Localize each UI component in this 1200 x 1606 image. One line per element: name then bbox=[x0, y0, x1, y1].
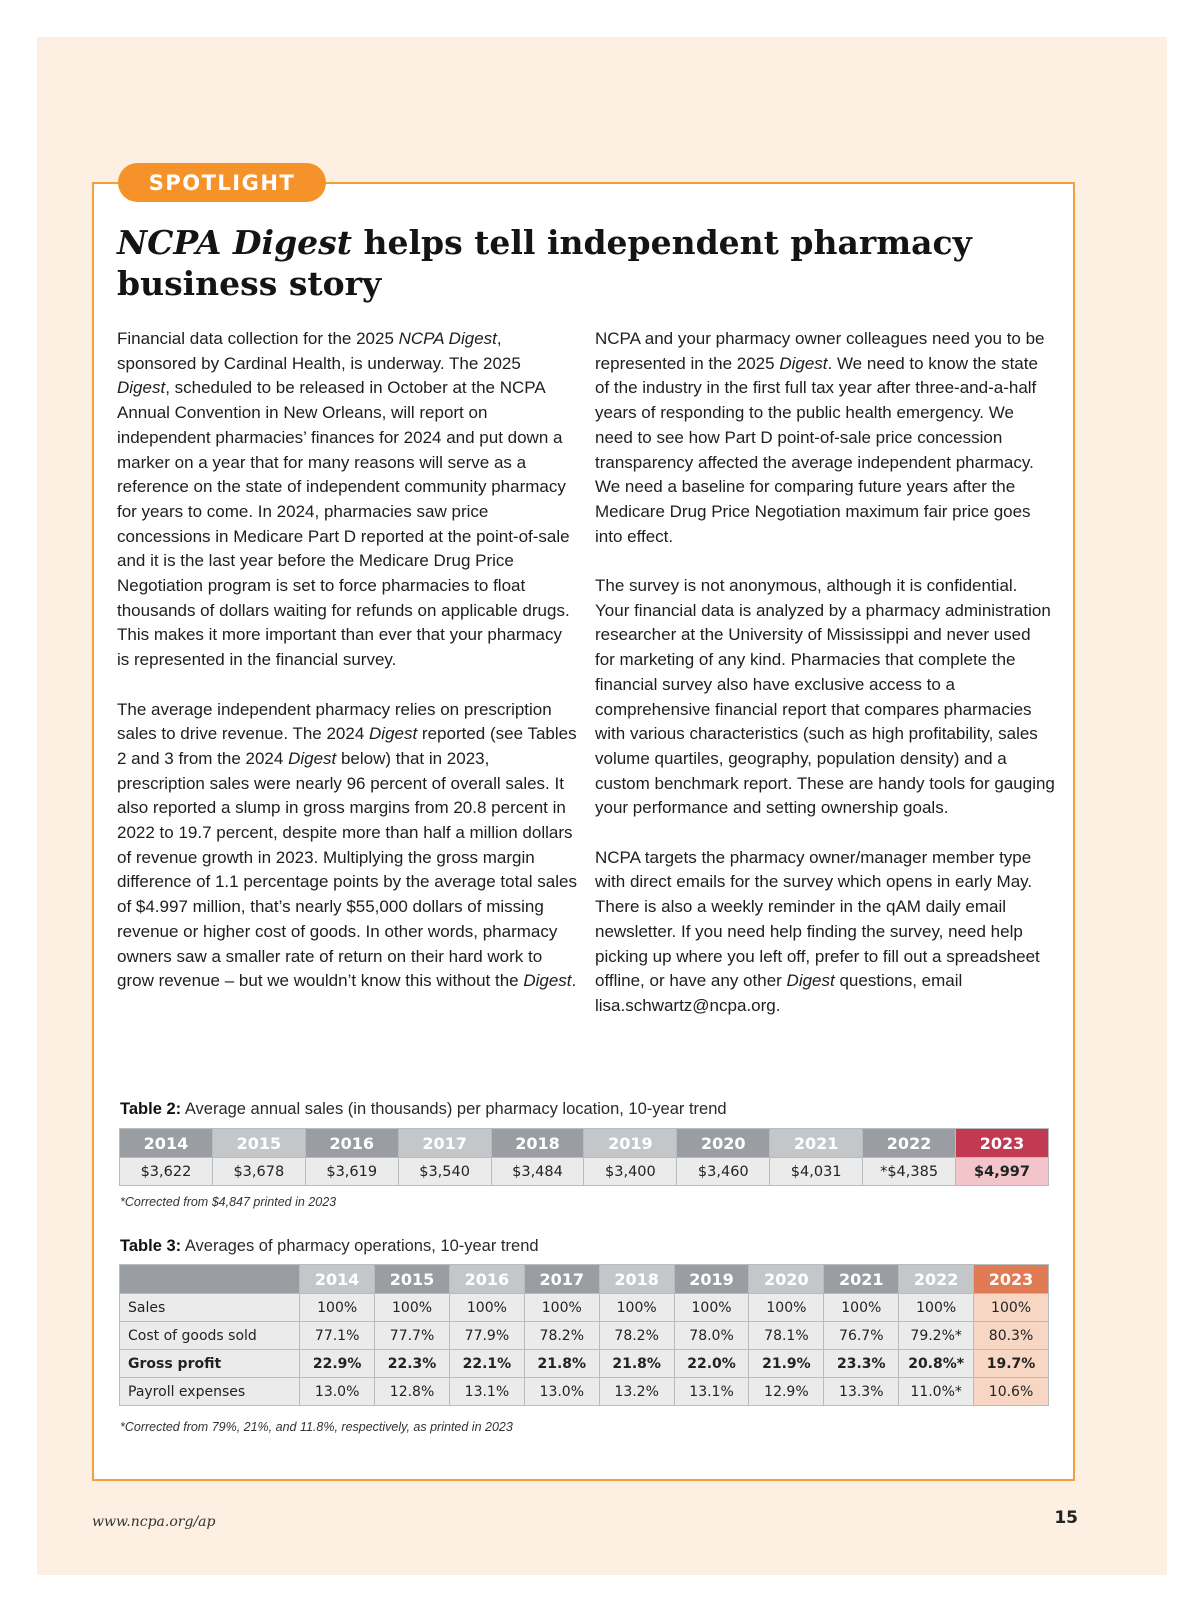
table3-cell: 20.8%* bbox=[899, 1350, 974, 1378]
table3-header-row bbox=[120, 1265, 1049, 1294]
title-publication: NCPA Digest bbox=[117, 223, 352, 262]
table3-cell: 78.0% bbox=[674, 1322, 749, 1350]
table3-year: 2017 bbox=[524, 1265, 599, 1294]
table3-cell: 77.7% bbox=[375, 1322, 450, 1350]
article-title bbox=[117, 222, 1047, 304]
table3-cell-highlight: 80.3% bbox=[974, 1322, 1049, 1350]
right-column bbox=[595, 327, 1055, 1019]
title-rest: helps tell independent pharmacy business story bbox=[117, 223, 972, 303]
table2-year: 2015 bbox=[212, 1129, 305, 1158]
left-paragraph-2: The average independent pharmacy relies on prescription sales to drive revenue. The 2024 Digest reported (see Tables 2 and 3 from the 2024 Digest below) that in 2023, prescription sales were nearly 96 percent of overall sales. It also reported a slump in gross margins from 20.8 percent in 2022 to 19.7 percent, despite more than half a million dollars of revenue growth in 2023. Multiplying the gross margin difference of 1.1 percentage points by the average total sales of $4.997 million, that’s nearly $55,000 dollars of missing revenue or higher cost of goods. In other words, pharmacy owners saw a smaller rate of return on their hard work to grow revenue – but we wouldn’t know this without the Digest. bbox=[117, 699, 577, 991]
table2-value: $4,031 bbox=[770, 1158, 863, 1186]
table3-cell: 23.3% bbox=[824, 1350, 899, 1378]
table3-year: 2018 bbox=[599, 1265, 674, 1294]
table2-year: 2014 bbox=[120, 1129, 213, 1158]
table3-cell: 22.3% bbox=[375, 1350, 450, 1378]
table2-footnote: *Corrected from $4,847 printed in 2023 bbox=[120, 1195, 337, 1209]
table3-cell: 13.3% bbox=[824, 1378, 899, 1406]
table2-value-highlight: $4,997 bbox=[956, 1158, 1049, 1186]
table3-cell: 21.8% bbox=[524, 1350, 599, 1378]
table3-cell: 13.0% bbox=[300, 1378, 375, 1406]
table3-cell: 100% bbox=[300, 1294, 375, 1322]
table2-value: $3,484 bbox=[491, 1158, 584, 1186]
table3-cell: 13.2% bbox=[599, 1378, 674, 1406]
right-paragraph-3: NCPA targets the pharmacy owner/manager member type with direct emails for the survey which opens in early May. There is also a weekly reminder in the qAM daily email newsletter. If you need help finding the survey, need help picking up where you left off, prefer to fill out a spreadsheet offline, or have any other Digest questions, email lisa.schwartz@ncpa.org. bbox=[595, 847, 1040, 1015]
table3-cell: 78.2% bbox=[524, 1322, 599, 1350]
table3-cell: 78.2% bbox=[599, 1322, 674, 1350]
table3-cell: 77.1% bbox=[300, 1322, 375, 1350]
table2-year: 2017 bbox=[398, 1129, 491, 1158]
right-paragraph-2: The survey is not anonymous, although it is confidential. Your financial data is analyzed by a pharmacy administration researcher at the University of Mississippi and never used for marketing of any kind. Pharmacies that complete the financial survey also have exclusive access to a comprehensive financial report that compares pharmacies with various characteristics (such as high profitability, sales volume quartiles, geography, population density) and a custom benchmark report. These are handy tools for gauging your performance and setting ownership goals. bbox=[595, 576, 1055, 818]
table3-cell-highlight: 100% bbox=[974, 1294, 1049, 1322]
table2-value-row bbox=[120, 1158, 1049, 1186]
table2-year: 2019 bbox=[584, 1129, 677, 1158]
right-paragraph-1: NCPA and your pharmacy owner colleagues need you to be represented in the 2025 Digest. We need to know the state of the industry in the first full tax year after three-and-a-half years of responding to the public health emergency. We need to see how Part D point-of-sale price concession transparency affected the average independent pharmacy. We need a baseline for comparing future years after the Medicare Drug Price Negotiation maximum fair price goes into effect. bbox=[595, 329, 1045, 546]
table3-row-label: Cost of goods sold bbox=[120, 1322, 300, 1350]
table2-value: $3,540 bbox=[398, 1158, 491, 1186]
table3-cell: 13.1% bbox=[449, 1378, 524, 1406]
table3-year: 2016 bbox=[449, 1265, 524, 1294]
table3-cell: 100% bbox=[824, 1294, 899, 1322]
table3-cell: 100% bbox=[749, 1294, 824, 1322]
table3-year: 2020 bbox=[749, 1265, 824, 1294]
table3-cell: 13.0% bbox=[524, 1378, 599, 1406]
table2-caption: Table 2: Average annual sales (in thousands) per pharmacy location, 10-year trend bbox=[120, 1100, 727, 1118]
table3-cell: 22.1% bbox=[449, 1350, 524, 1378]
table2-value: $3,619 bbox=[305, 1158, 398, 1186]
table3-cell: 76.7% bbox=[824, 1322, 899, 1350]
table3-row-label: Payroll expenses bbox=[120, 1378, 300, 1406]
table3-cell: 100% bbox=[375, 1294, 450, 1322]
table3-row-label: Sales bbox=[120, 1294, 300, 1322]
table2-value: $3,400 bbox=[584, 1158, 677, 1186]
table3-cell: 100% bbox=[674, 1294, 749, 1322]
footer-url[interactable]: www.ncpa.org/ap bbox=[92, 1514, 216, 1530]
table3-operations bbox=[119, 1264, 1049, 1406]
table3-row-sales bbox=[120, 1294, 1049, 1322]
table2-year: 2018 bbox=[491, 1129, 584, 1158]
table3-cell: 22.0% bbox=[674, 1350, 749, 1378]
table2-year-highlight: 2023 bbox=[956, 1129, 1049, 1158]
table3-corner bbox=[120, 1265, 300, 1294]
table2-sales bbox=[119, 1128, 1049, 1186]
table3-cell: 77.9% bbox=[449, 1322, 524, 1350]
table2-year: 2020 bbox=[677, 1129, 770, 1158]
table3-cell: 12.8% bbox=[375, 1378, 450, 1406]
table3-cell-highlight: 19.7% bbox=[974, 1350, 1049, 1378]
table2-year: 2016 bbox=[305, 1129, 398, 1158]
table3-footnote: *Corrected from 79%, 21%, and 11.8%, respectively, as printed in 2023 bbox=[120, 1420, 513, 1434]
table3-year-highlight: 2023 bbox=[974, 1265, 1049, 1294]
table3-cell: 21.9% bbox=[749, 1350, 824, 1378]
table3-cell: 21.8% bbox=[599, 1350, 674, 1378]
table3-year: 2019 bbox=[674, 1265, 749, 1294]
table2-value: $3,678 bbox=[212, 1158, 305, 1186]
spotlight-badge: SPOTLIGHT bbox=[118, 163, 326, 202]
table3-row-gross-profit bbox=[120, 1350, 1049, 1378]
table3-cell: 12.9% bbox=[749, 1378, 824, 1406]
table3-cell: 100% bbox=[449, 1294, 524, 1322]
table3-cell: 11.0%* bbox=[899, 1378, 974, 1406]
left-paragraph-1: Financial data collection for the 2025 NCPA Digest, sponsored by Cardinal Health, is underway. The 2025 Digest, scheduled to be released in October at the NCPA Annual Convention in New Orleans, will report on independent pharmacies’ finances for 2024 and put down a marker on a year that for many reasons will serve as a reference on the state of independent community pharmacy for years to come. In 2024, pharmacies saw price concessions in Medicare Part D reported at the point-of-sale and it is the last year before the Medicare Drug Price Negotiation program is set to force pharmacies to float thousands of dollars waiting for refunds on applicable drugs. This makes it more important than ever that your pharmacy is represented in the financial survey. bbox=[117, 329, 570, 670]
table3-cell: 13.1% bbox=[674, 1378, 749, 1406]
table2-value: $3,622 bbox=[120, 1158, 213, 1186]
table3-row-cogs bbox=[120, 1322, 1049, 1350]
table3-year: 2021 bbox=[824, 1265, 899, 1294]
table2-header-row bbox=[120, 1129, 1049, 1158]
table2-year: 2022 bbox=[863, 1129, 956, 1158]
table2-value: $3,460 bbox=[677, 1158, 770, 1186]
table3-cell: 100% bbox=[524, 1294, 599, 1322]
table3-row-label: Gross profit bbox=[120, 1350, 300, 1378]
table3-year: 2015 bbox=[375, 1265, 450, 1294]
table3-row-payroll bbox=[120, 1378, 1049, 1406]
table2-value: *$4,385 bbox=[863, 1158, 956, 1186]
table3-cell: 100% bbox=[599, 1294, 674, 1322]
table3-cell: 22.9% bbox=[300, 1350, 375, 1378]
table3-cell-highlight: 10.6% bbox=[974, 1378, 1049, 1406]
left-column bbox=[117, 327, 577, 994]
table3-cell: 100% bbox=[899, 1294, 974, 1322]
page-number: 15 bbox=[1054, 1508, 1078, 1528]
table2-year: 2021 bbox=[770, 1129, 863, 1158]
table3-year: 2014 bbox=[300, 1265, 375, 1294]
table3-cell: 78.1% bbox=[749, 1322, 824, 1350]
table3-year: 2022 bbox=[899, 1265, 974, 1294]
table3-cell: 79.2%* bbox=[899, 1322, 974, 1350]
table3-caption: Table 3: Averages of pharmacy operations, 10-year trend bbox=[120, 1237, 539, 1255]
